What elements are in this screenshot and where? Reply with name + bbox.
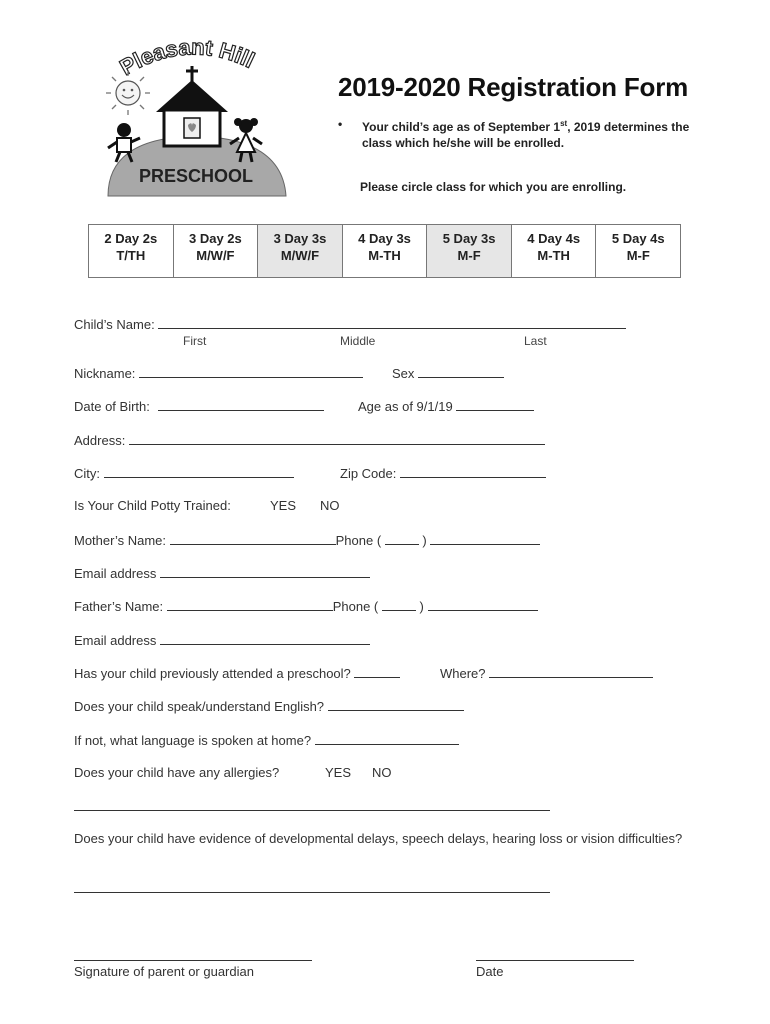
date-line[interactable]: [476, 960, 634, 961]
fathers-email-row: [74, 632, 370, 648]
class-option[interactable]: [596, 225, 680, 277]
fathers-name-field[interactable]: [167, 598, 333, 611]
english-row: [74, 698, 464, 714]
mothers-phone-label: Phone (: [335, 533, 382, 548]
class-option[interactable]: [343, 225, 428, 277]
fathers-phone-area-field[interactable]: [382, 598, 416, 611]
class-option[interactable]: [427, 225, 512, 277]
language-row: [74, 732, 459, 748]
allergies-yes-option[interactable]: YES: [325, 765, 352, 780]
class-option[interactable]: [89, 225, 174, 277]
class-option-days: M/W/F: [196, 248, 235, 263]
zip-field[interactable]: [400, 465, 546, 478]
logo-name-bottom: PRESCHOOL: [138, 166, 254, 186]
last-name-caption: Last: [524, 334, 547, 348]
sex-field[interactable]: [418, 365, 504, 378]
zip-row: [340, 465, 546, 481]
class-option-name: 3 Day 3s: [273, 231, 327, 246]
fathers-name-label: Father’s Name:: [74, 599, 164, 614]
mothers-phone-area-field[interactable]: [385, 532, 419, 545]
fathers-name-row: [74, 598, 538, 614]
fathers-phone-paren: ): [419, 599, 424, 614]
dob-row: [74, 398, 324, 414]
language-field[interactable]: [315, 732, 459, 745]
class-options-table: [88, 224, 681, 278]
prev-preschool-field[interactable]: [354, 665, 400, 678]
mothers-email-field[interactable]: [160, 565, 370, 578]
city-row: [74, 465, 294, 481]
dob-field[interactable]: [158, 398, 324, 411]
fathers-email-field[interactable]: [160, 632, 370, 645]
svg-text:Pleasant Hill: [116, 38, 259, 80]
logo-graphic: [100, 38, 300, 198]
class-option[interactable]: [512, 225, 597, 277]
city-field[interactable]: [104, 465, 294, 478]
allergies-label: Does your child have any allergies?: [74, 765, 280, 780]
age-note-pre: Your child’s age as of September 1: [362, 120, 561, 134]
english-label: Does your child speak/understand English?: [74, 699, 325, 714]
class-option[interactable]: [258, 225, 343, 277]
delays-answer-line[interactable]: [74, 892, 550, 893]
class-option-name: 5 Day 3s: [442, 231, 496, 246]
age-field[interactable]: [456, 398, 534, 411]
english-field[interactable]: [328, 698, 464, 711]
mothers-email-row: [74, 565, 370, 581]
age-label: Age as of 9/1/19: [358, 399, 453, 414]
childs-name-row: [74, 316, 626, 332]
age-note-text: [362, 116, 702, 151]
where-field[interactable]: [489, 665, 653, 678]
address-row: [74, 432, 545, 448]
class-option-name: 4 Day 3s: [358, 231, 411, 246]
preschool-logo: [100, 38, 300, 198]
nickname-label: Nickname:: [74, 366, 136, 381]
class-option-days: M/W/F: [280, 248, 320, 263]
nickname-field[interactable]: [139, 365, 363, 378]
mothers-name-row: [74, 532, 540, 548]
mothers-phone-field[interactable]: [430, 532, 540, 545]
zip-label: Zip Code:: [340, 466, 397, 481]
where-label: Where?: [440, 666, 486, 681]
prev-preschool-label: Has your child previously attended a preschool?: [74, 666, 351, 681]
middle-name-caption: Middle: [340, 334, 376, 348]
form-title: 2019-2020 Registration Form: [338, 72, 689, 102]
class-option-days: M-F: [626, 248, 650, 263]
age-note-sup: st: [560, 119, 568, 128]
fathers-phone-label: Phone (: [332, 599, 379, 614]
delays-question: Does your child have evidence of developmental delays, speech delays, hearing loss or vision difficulties?: [74, 831, 683, 846]
childs-name-field[interactable]: [158, 316, 626, 329]
class-option-days: M-TH: [368, 248, 401, 263]
mothers-name-field[interactable]: [170, 532, 336, 545]
date-label: Date: [476, 964, 504, 979]
prev-preschool-row: [74, 665, 400, 681]
age-note-post: , 2019 determines the class which he/she will be enrolled.: [362, 120, 690, 150]
age-row: [358, 398, 534, 414]
mothers-email-label: Email address: [74, 566, 157, 581]
sex-label: Sex: [392, 366, 415, 381]
circle-class-note: Please circle class for which you are enrolling.: [360, 180, 627, 194]
signature-line[interactable]: [74, 960, 312, 961]
class-option-name: 2 Day 2s: [104, 231, 158, 246]
potty-yes-option[interactable]: YES: [270, 498, 297, 513]
childs-name-label: Child’s Name:: [74, 317, 155, 332]
class-option-name: 3 Day 2s: [188, 231, 242, 246]
signature-label: Signature of parent or guardian: [74, 964, 254, 979]
allergies-answer-line[interactable]: [74, 810, 550, 811]
mothers-name-label: Mother’s Name:: [74, 533, 166, 548]
schoolhouse-icon: [156, 66, 228, 146]
fathers-email-label: Email address: [74, 633, 157, 648]
dob-label: Date of Birth:: [74, 399, 150, 414]
potty-no-option[interactable]: NO: [320, 498, 340, 513]
class-option-name: 5 Day 4s: [611, 231, 665, 246]
allergies-no-option[interactable]: NO: [372, 765, 392, 780]
class-option[interactable]: [174, 225, 259, 277]
potty-trained-label: Is Your Child Potty Trained:: [74, 498, 231, 513]
address-field[interactable]: [129, 432, 545, 445]
city-label: City:: [74, 466, 100, 481]
class-option-days: M-TH: [537, 248, 570, 263]
fathers-phone-field[interactable]: [428, 598, 538, 611]
bullet-icon: •: [338, 117, 343, 131]
first-name-caption: First: [183, 334, 207, 348]
address-label: Address:: [74, 433, 126, 448]
class-option-days: T/TH: [116, 248, 146, 263]
class-option-days: M-F: [457, 248, 481, 263]
class-option-name: 4 Day 4s: [527, 231, 581, 246]
logo-name-top: Pleasant Hill: [115, 38, 259, 80]
where-row: [440, 665, 653, 681]
mothers-phone-paren: ): [422, 533, 427, 548]
language-label: If not, what language is spoken at home?: [74, 733, 312, 748]
nickname-row: [74, 365, 363, 381]
sex-row: [392, 365, 504, 381]
